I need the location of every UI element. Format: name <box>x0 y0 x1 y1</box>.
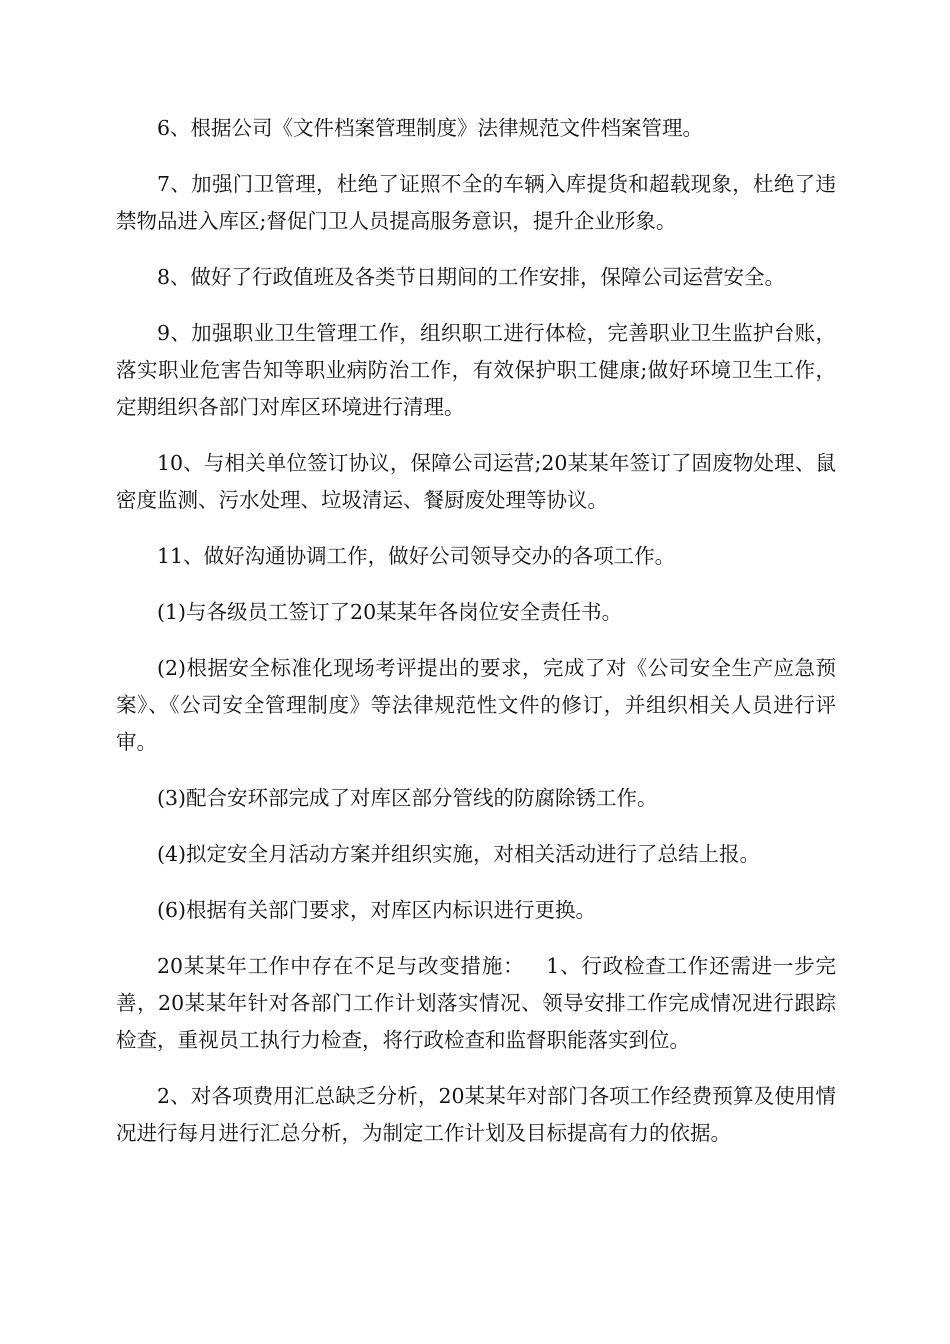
paragraph-subitem-3: (3)配合安环部完成了对库区部分管线的防腐除锈工作。 <box>157 786 658 810</box>
paragraph-item-7: 7、加强门卫管理，杜绝了证照不全的车辆入库提货和超载现象，杜绝了违禁物品进入库区;督促门卫人员提高服务意识，提升企业形象。 <box>116 172 836 233</box>
paragraph-item-8: 8、做好了行政值班及各类节日期间的工作安排，保障公司运营安全。 <box>157 265 786 289</box>
paragraph-subitem-4: (4)拟定安全月活动方案并组织实施，对相关活动进行了总结上报。 <box>157 842 761 866</box>
paragraph-item-11: 11、做好沟通协调工作，做好公司领导交办的各项工作。 <box>157 544 676 568</box>
paragraph-item-6: 6、根据公司《文件档案管理制度》法律规范文件档案管理。 <box>157 116 704 140</box>
paragraph-subitem-6: (6)根据有关部门要求，对库区内标识进行更换。 <box>157 898 597 922</box>
document-body <box>116 110 836 1171</box>
paragraph-measure-2: 2、对各项费用汇总缺乏分析，20某某年对部门各项工作经费预算及使用情况进行每月进行汇总分析，为制定工作计划及目标提高有力的依据。 <box>116 1084 836 1145</box>
paragraph-subitem-1: (1)与各级员工签订了20某某年各岗位安全责任书。 <box>157 600 623 624</box>
paragraph-item-9: 9、加强职业卫生管理工作，组织职工进行体检，完善职业卫生监护台账，落实职业危害告知等职业病防治工作，有效保护职工健康;做好环境卫生工作，定期组织各部门对库区环境进行清理。 <box>116 321 836 419</box>
paragraph-item-10: 10、与相关单位签订协议，保障公司运营;20某某年签订了固废物处理、鼠密度监测、污水处理、垃圾清运、餐厨废处理等协议。 <box>116 451 836 512</box>
paragraph-shortcomings: 20某某年工作中存在不足与改变措施： 1、行政检查工作还需进一步完善，20某某年针对各部门工作计划落实情况、领导安排工作完成情况进行跟踪检查，重视员工执行力检查，将行政检查和监督职能落实到位。 <box>116 954 836 1052</box>
paragraph-subitem-2: (2)根据安全标准化现场考评提出的要求，完成了对《公司安全生产应急预案》、《公司安全管理制度》等法律规范性文件的修订，并组织相关人员进行评审。 <box>116 656 836 754</box>
